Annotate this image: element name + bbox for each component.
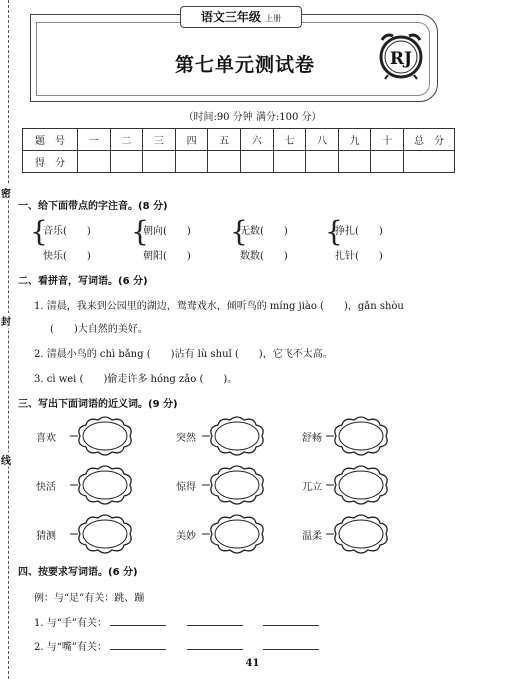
score-cell: 八 xyxy=(306,129,339,151)
answer-blank[interactable] xyxy=(187,615,243,626)
flower-answer-box[interactable] xyxy=(202,511,272,557)
score-input-cell[interactable] xyxy=(273,151,306,173)
answer-blank[interactable] xyxy=(110,639,166,650)
margin-char-1: 密 xyxy=(1,185,11,200)
score-cell: 四 xyxy=(175,129,208,151)
score-cell: 十 xyxy=(371,129,404,151)
section-1-heading: 一、给下面带点的字注音。(8 分) xyxy=(18,201,168,212)
score-table xyxy=(22,128,455,173)
margin-char-2: 封 xyxy=(1,313,11,328)
section-2-heading: 二、看拼音，写词语。(6 分) xyxy=(18,276,148,287)
section-3-heading: 三、写出下面词语的近义词。(9 分) xyxy=(18,399,178,410)
word-label: 猜测 xyxy=(36,531,56,542)
word-label: 突然 xyxy=(176,433,196,444)
score-cell: 九 xyxy=(338,129,371,151)
score-input-cell[interactable] xyxy=(338,151,371,173)
score-input-cell[interactable] xyxy=(208,151,241,173)
answer-blank[interactable] xyxy=(187,639,243,650)
question-line xyxy=(34,638,319,653)
flower-answer-box[interactable] xyxy=(326,511,396,557)
binding-line xyxy=(8,0,9,679)
brace-icon: { xyxy=(325,215,343,248)
logo-text: RJ xyxy=(389,49,413,69)
time-score-line: （时间:90 分钟 满分:100 分） xyxy=(183,112,322,123)
pinyin-item: 朝向( ) xyxy=(143,226,191,237)
word-label: 喜欢 xyxy=(36,433,56,444)
pinyin-item: 扎针( ) xyxy=(335,251,383,262)
section-4-heading: 四、按要求写词语。(6 分) xyxy=(18,567,138,578)
score-input-cell[interactable] xyxy=(78,151,111,173)
brace-icon: { xyxy=(131,215,149,248)
score-input-cell[interactable] xyxy=(175,151,208,173)
word-label: 温柔 xyxy=(302,531,322,542)
example-line: 例：与“足”有关：跳、蹦 xyxy=(34,593,145,604)
score-table-header-row xyxy=(23,129,455,151)
score-cell: 得 分 xyxy=(23,151,78,173)
question-line xyxy=(34,614,319,629)
question-line: 1. 清晨，我来到公园里的湖边，鸳鸯戏水，倾听鸟的 míng jiào ( )，gǎn shòu xyxy=(34,301,404,312)
question-label: 2. 与“嘴”有关： xyxy=(34,642,107,653)
answer-blank[interactable] xyxy=(263,615,319,626)
score-cell: 三 xyxy=(143,129,176,151)
flower-answer-box[interactable] xyxy=(326,413,396,459)
score-cell: 七 xyxy=(273,129,306,151)
question-line: ( )大自然的美好。 xyxy=(50,324,148,335)
score-input-cell[interactable] xyxy=(240,151,273,173)
flower-answer-box[interactable] xyxy=(70,462,140,508)
score-input-cell[interactable] xyxy=(110,151,143,173)
score-table-score-row xyxy=(23,151,455,173)
margin-char-3: 线 xyxy=(1,452,11,467)
volume-label: 上册 xyxy=(265,14,282,23)
answer-blank[interactable] xyxy=(263,639,319,650)
score-cell: 二 xyxy=(110,129,143,151)
score-cell: 题 号 xyxy=(23,129,78,151)
alarm-clock-logo-icon xyxy=(376,30,426,80)
score-input-cell[interactable] xyxy=(143,151,176,173)
word-label: 惊得 xyxy=(176,482,196,493)
flower-answer-box[interactable] xyxy=(70,511,140,557)
word-label: 快活 xyxy=(36,482,56,493)
pinyin-item: 挣扎( ) xyxy=(335,226,383,237)
answer-blank[interactable] xyxy=(110,615,166,626)
question-label: 1. 与“手”有关： xyxy=(34,618,107,629)
word-label: 美妙 xyxy=(176,531,196,542)
pinyin-item: 快乐( ) xyxy=(43,251,91,262)
pinyin-item: 无数( ) xyxy=(240,226,288,237)
pinyin-item: 数数( ) xyxy=(240,251,288,262)
question-line: 3. cì wei ( )偷走许多 hóng zǎo ( )。 xyxy=(34,374,238,385)
score-input-cell[interactable] xyxy=(306,151,339,173)
page-number: 41 xyxy=(245,658,260,669)
grade-tab xyxy=(180,6,302,28)
pinyin-item: 朝阳( ) xyxy=(143,251,191,262)
question-line: 2. 清晨小鸟的 chì bǎng ( )沾有 lù shuǐ ( )，它飞不太高。 xyxy=(34,349,333,360)
score-cell: 一 xyxy=(78,129,111,151)
grade-label: 语文三年级 xyxy=(200,10,261,24)
word-label: 兀立 xyxy=(302,482,322,493)
score-input-cell[interactable] xyxy=(371,151,404,173)
flower-answer-box[interactable] xyxy=(70,413,140,459)
score-cell: 总 分 xyxy=(404,129,455,151)
brace-icon: { xyxy=(30,215,48,248)
word-label: 舒畅 xyxy=(302,433,322,444)
brace-icon: { xyxy=(230,215,248,248)
score-cell: 五 xyxy=(208,129,241,151)
pinyin-item: 音乐( ) xyxy=(43,226,91,237)
score-input-cell[interactable] xyxy=(404,151,455,173)
flower-answer-box[interactable] xyxy=(202,462,272,508)
flower-answer-box[interactable] xyxy=(326,462,396,508)
flower-answer-box[interactable] xyxy=(202,413,272,459)
page-title: 第七单元测试卷 xyxy=(174,54,315,76)
score-cell: 六 xyxy=(240,129,273,151)
